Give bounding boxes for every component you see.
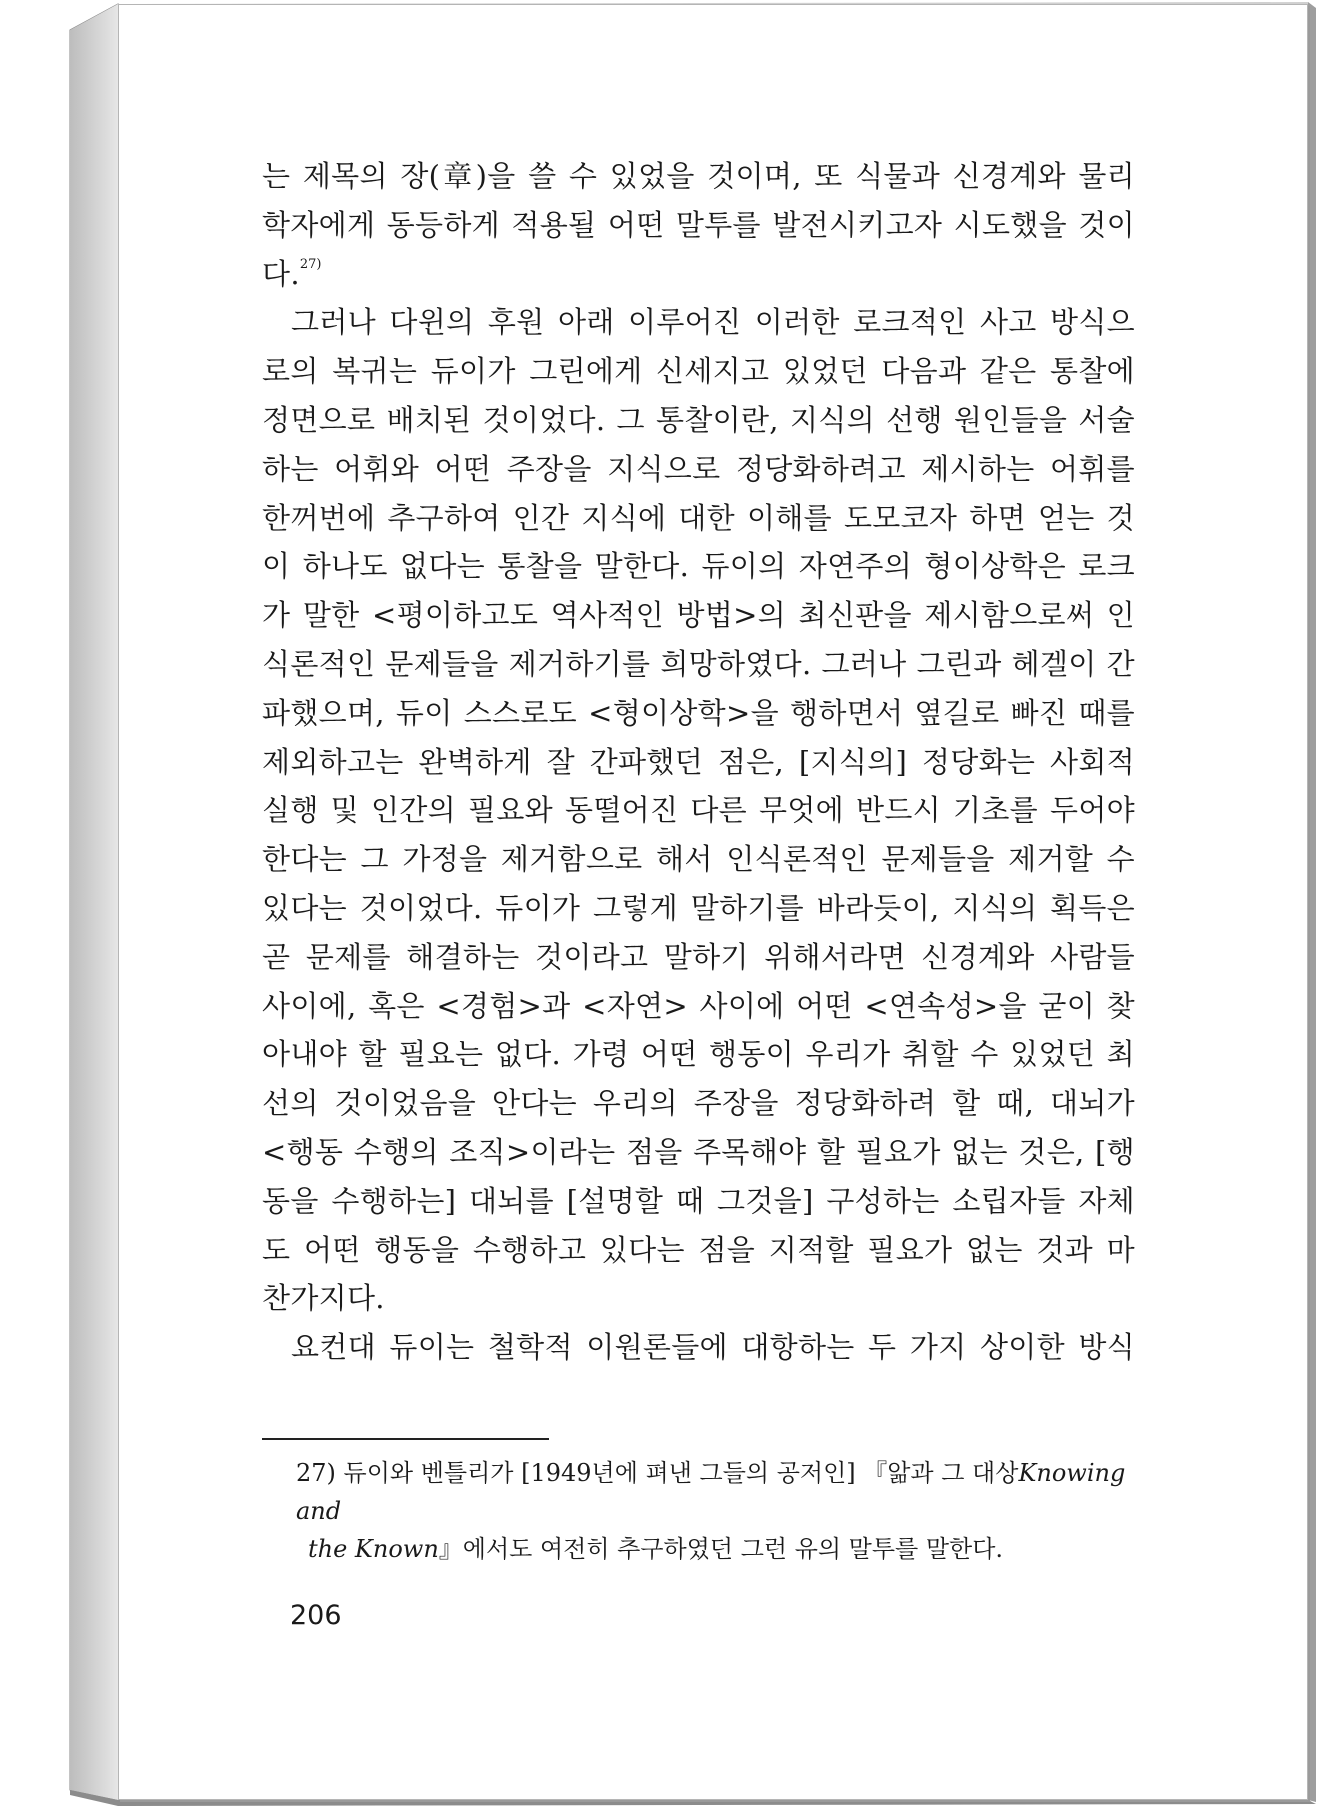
footnote-divider	[262, 1438, 549, 1440]
footnote-number: 27)	[296, 1459, 336, 1487]
text-line: 는 제목의 장(章)을 쓸 수 있었을 것이며, 또 식물과 신경계와 물리	[262, 159, 1135, 193]
text-line: 도 어떤 행동을 수행하고 있다는 점을 지적할 필요가 없는 것과 마	[262, 1232, 1135, 1267]
paragraph-2	[262, 298, 1135, 1323]
footnote-line-1	[296, 1459, 1125, 1525]
footnote-reference[interactable]: 27)	[299, 256, 322, 272]
text-line: 정면으로 배치된 것이었다. 그 통찰이란, 지식의 선행 원인들을 서술	[262, 402, 1135, 437]
paragraph-3	[262, 1323, 1135, 1372]
page-number: 206	[290, 1600, 342, 1631]
text-line: 가 말한 <평이하고도 역사적인 방법>의 최신판을 제시함으로써 인	[262, 598, 1135, 633]
text-line: 찬가지다.	[262, 1281, 385, 1316]
text-line: 파했으며, 듀이 스스로도 <형이상학>을 행하면서 옆길로 빠진 때를	[262, 695, 1135, 730]
footnote-title-english: the Known	[308, 1535, 439, 1563]
footnote-text: 』에서도 여전히 추구하였던 그런 유의 말투를 말한다.	[438, 1535, 1004, 1563]
footnote	[296, 1454, 1138, 1568]
text-line: 로의 복귀는 듀이가 그린에게 신세지고 있었던 다음과 같은 통찰에	[262, 354, 1135, 389]
text-line: 식론적인 문제들을 제거하기를 희망하였다. 그러나 그린과 헤겔이 간	[262, 646, 1135, 681]
text-line: 요컨대 듀이는 철학적 이원론들에 대항하는 두 가지 상이한 방식	[291, 1330, 1135, 1365]
text-line-content: 다.	[262, 256, 300, 291]
text-line: 곧 문제를 해결하는 것이라고 말하기 위해서라면 신경계와 사람들	[262, 939, 1135, 974]
text-line: 실행 및 인간의 필요와 동떨어진 다른 무엇에 반드시 기초를 두어야	[262, 793, 1135, 828]
text-line: 있다는 것이었다. 듀이가 그렇게 말하기를 바라듯이, 지식의 획득은	[262, 890, 1135, 925]
text-line: 동을 수행하는] 대뇌를 [설명할 때 그것을] 구성하는 소립자들 자체	[262, 1183, 1135, 1218]
body-text	[262, 152, 1135, 1372]
text-line: <행동 수행의 조직>이라는 점을 주목해야 할 필요가 없는 것은, [행	[262, 1134, 1135, 1169]
text-line: 제외하고는 완벽하게 잘 간파했던 점은, [지식의] 정당화는 사회적	[262, 744, 1135, 779]
text-line: 선의 것이었음을 안다는 우리의 주장을 정당화하려 할 때, 대뇌가	[262, 1086, 1135, 1121]
text-line: 하는 어휘와 어떤 주장을 지식으로 정당화하려고 제시하는 어휘를	[262, 451, 1135, 486]
text-line: 한다는 그 가정을 제거함으로 해서 인식론적인 문제들을 제거할 수	[262, 842, 1135, 877]
footnote-line-2	[296, 1530, 1138, 1568]
text-line: 사이에, 혹은 <경험>과 <자연> 사이에 어떤 <연속성>을 굳이 찾	[262, 988, 1135, 1023]
text-line: 그러나 다윈의 후원 아래 이루어진 이러한 로크적인 사고 방식으	[291, 305, 1135, 340]
text-line: 한꺼번에 추구하여 인간 지식에 대한 이해를 도모코자 하면 얻는 것	[262, 500, 1135, 535]
footnote-text: 듀이와 벤틀리가 [1949년에 펴낸 그들의 공저인] 『앎과 그 대상	[343, 1459, 1019, 1487]
text-line: 학자에게 동등하게 적용될 어떤 말투를 발전시키고자 시도했을 것이	[262, 207, 1135, 242]
text-line: 이 하나도 없다는 통찰을 말한다. 듀이의 자연주의 형이상학은 로크	[262, 549, 1135, 584]
text-line	[262, 250, 1135, 299]
text-line: 아내야 할 필요는 없다. 가령 어떤 행동이 우리가 취할 수 있었던 최	[262, 1037, 1135, 1072]
footnote-title-english: Knowing and	[296, 1459, 1126, 1525]
paragraph-1	[262, 152, 1135, 298]
